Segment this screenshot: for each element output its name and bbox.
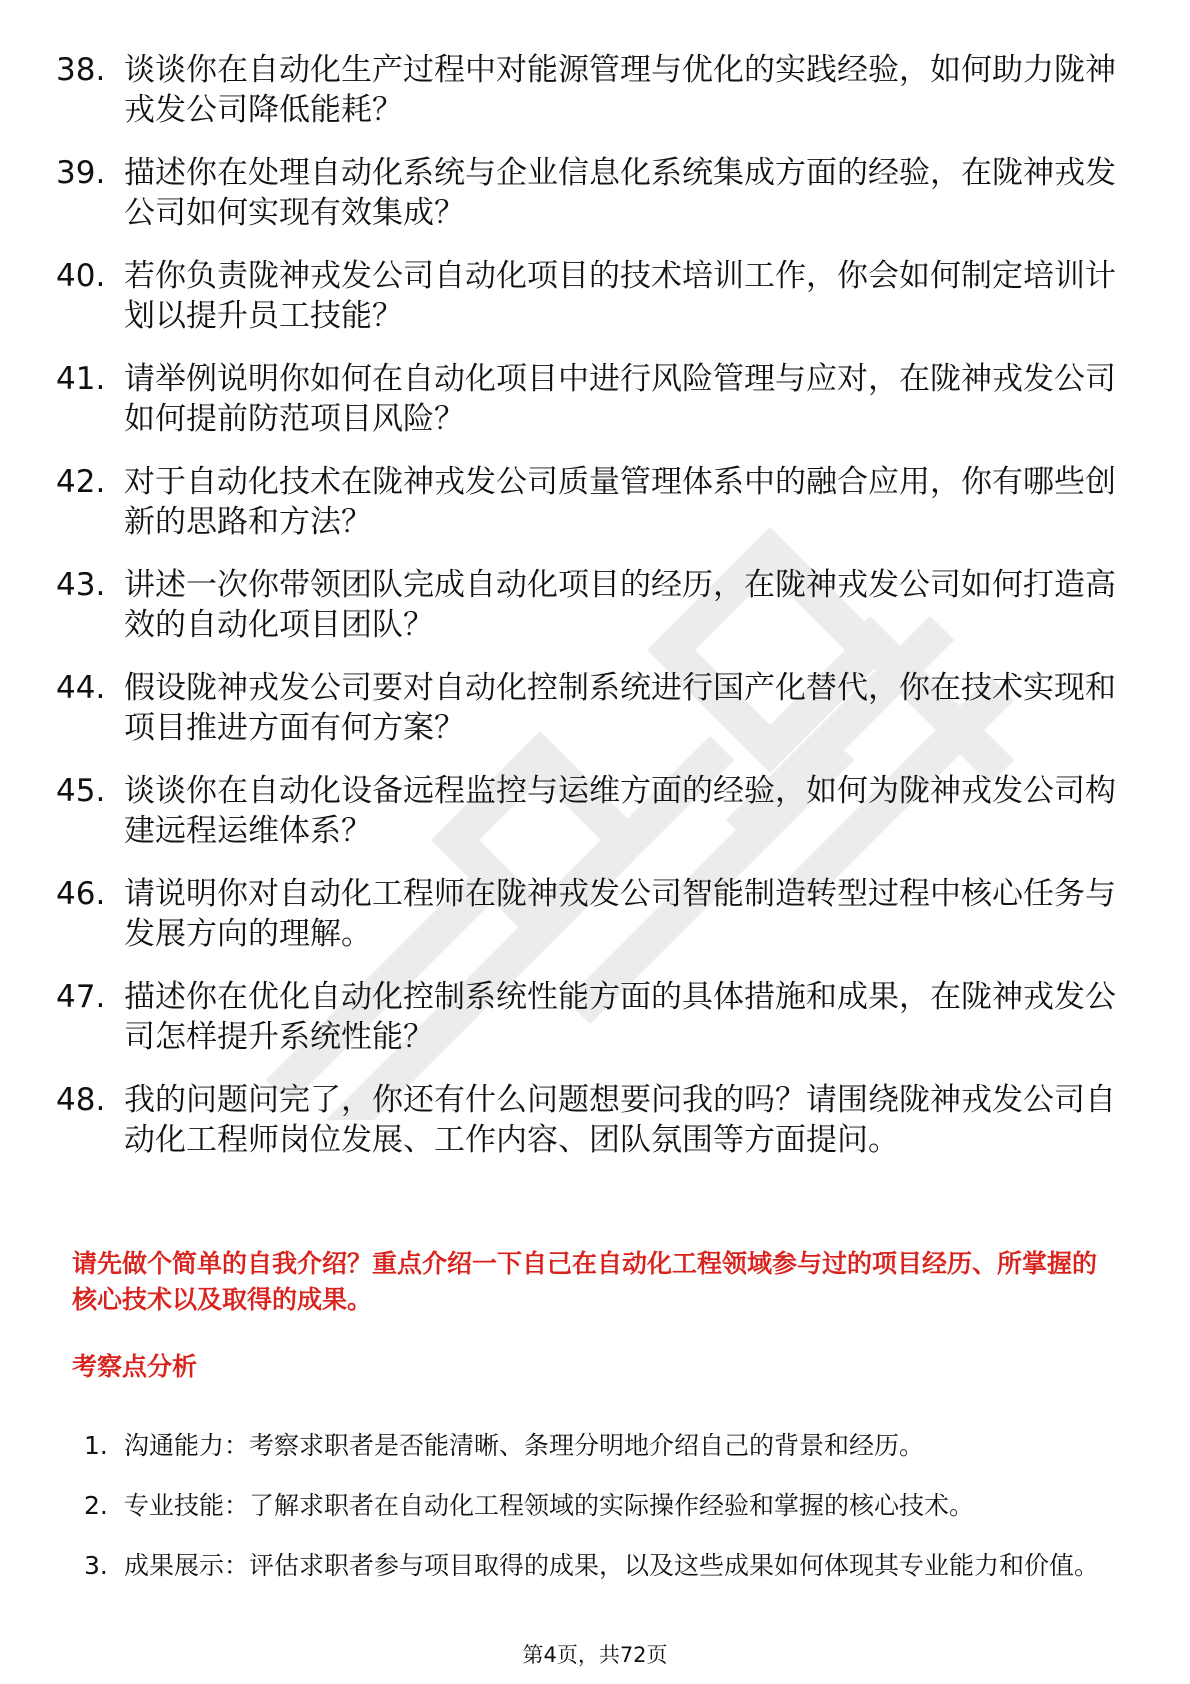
question-item: [56, 565, 1116, 645]
analysis-number: 2.: [84, 1491, 108, 1520]
question-item: [56, 771, 1116, 851]
question-text: 讲述一次你带领团队完成自动化项目的经历，在陇神戎发公司如何打造高效的自动化项目团队？: [124, 567, 1116, 643]
question-number: 42.: [56, 464, 106, 500]
question-number: 40.: [56, 258, 106, 294]
question-text: 描述你在优化自动化控制系统性能方面的具体措施和成果，在陇神戎发公司怎样提升系统性能？: [124, 979, 1116, 1055]
analysis-item: [84, 1538, 1114, 1593]
analysis-number: 1.: [84, 1431, 108, 1460]
question-item: [56, 462, 1116, 542]
question-text: 若你负责陇神戎发公司自动化项目的技术培训工作，你会如何制定培训计划以提升员工技能？: [124, 258, 1116, 334]
question-item: [56, 256, 1116, 336]
question-item: [56, 977, 1116, 1057]
question-number: 46.: [56, 876, 106, 912]
analysis-number: 3.: [84, 1551, 108, 1580]
intro-question: 请先做个简单的自我介绍？重点介绍一下自己在自动化工程领域参与过的项目经历、所掌握的核心技术以及取得的成果。: [72, 1249, 1098, 1314]
question-number: 44.: [56, 670, 106, 706]
question-item: [56, 359, 1116, 439]
question-number: 43.: [56, 567, 106, 603]
question-item: [56, 50, 1116, 130]
question-number: 47.: [56, 979, 106, 1015]
question-item: [56, 668, 1116, 748]
question-text: 谈谈你在自动化设备远程监控与运维方面的经验，如何为陇神戎发公司构建远程运维体系？: [124, 773, 1116, 849]
question-number: 38.: [56, 52, 106, 88]
analysis-list: [84, 1418, 1114, 1598]
analysis-text: 成果展示：评估求职者参与项目取得的成果，以及这些成果如何体现其专业能力和价值。: [124, 1551, 1100, 1580]
question-item: [56, 874, 1116, 954]
question-number: 39.: [56, 155, 106, 191]
analysis-text: 专业技能：了解求职者在自动化工程领域的实际操作经验和掌握的核心技术。: [124, 1491, 975, 1520]
question-number: 41.: [56, 361, 106, 397]
question-text: 我的问题问完了，你还有什么问题想要问我的吗？请围绕陇神戎发公司自动化工程师岗位发展、工作内容、团队氛围等方面提问。: [124, 1082, 1116, 1158]
question-text: 谈谈你在自动化生产过程中对能源管理与优化的实践经验，如何助力陇神戎发公司降低能耗？: [124, 52, 1116, 128]
question-item: [56, 1080, 1116, 1160]
analysis-text: 沟通能力：考察求职者是否能清晰、条理分明地介绍自己的背景和经历。: [124, 1431, 925, 1460]
question-text: 描述你在处理自动化系统与企业信息化系统集成方面的经验，在陇神戎发公司如何实现有效集成？: [124, 155, 1116, 231]
analysis-item: [84, 1478, 1114, 1533]
question-number: 48.: [56, 1082, 106, 1118]
question-item: [56, 153, 1116, 233]
page-footer: 第4页，共72页: [522, 1643, 668, 1667]
question-number: 45.: [56, 773, 106, 809]
question-text: 假设陇神戎发公司要对自动化控制系统进行国产化替代，你在技术实现和项目推进方面有何方案？: [124, 670, 1116, 746]
question-text: 对于自动化技术在陇神戎发公司质量管理体系中的融合应用，你有哪些创新的思路和方法？: [124, 464, 1116, 540]
question-text: 请举例说明你如何在自动化项目中进行风险管理与应对，在陇神戎发公司如何提前防范项目风险？: [124, 361, 1116, 437]
question-list: [56, 50, 1116, 1183]
analysis-title: 考察点分析: [72, 1352, 198, 1381]
analysis-item: [84, 1418, 1114, 1473]
question-text: 请说明你对自动化工程师在陇神戎发公司智能制造转型过程中核心任务与发展方向的理解。: [124, 876, 1116, 952]
